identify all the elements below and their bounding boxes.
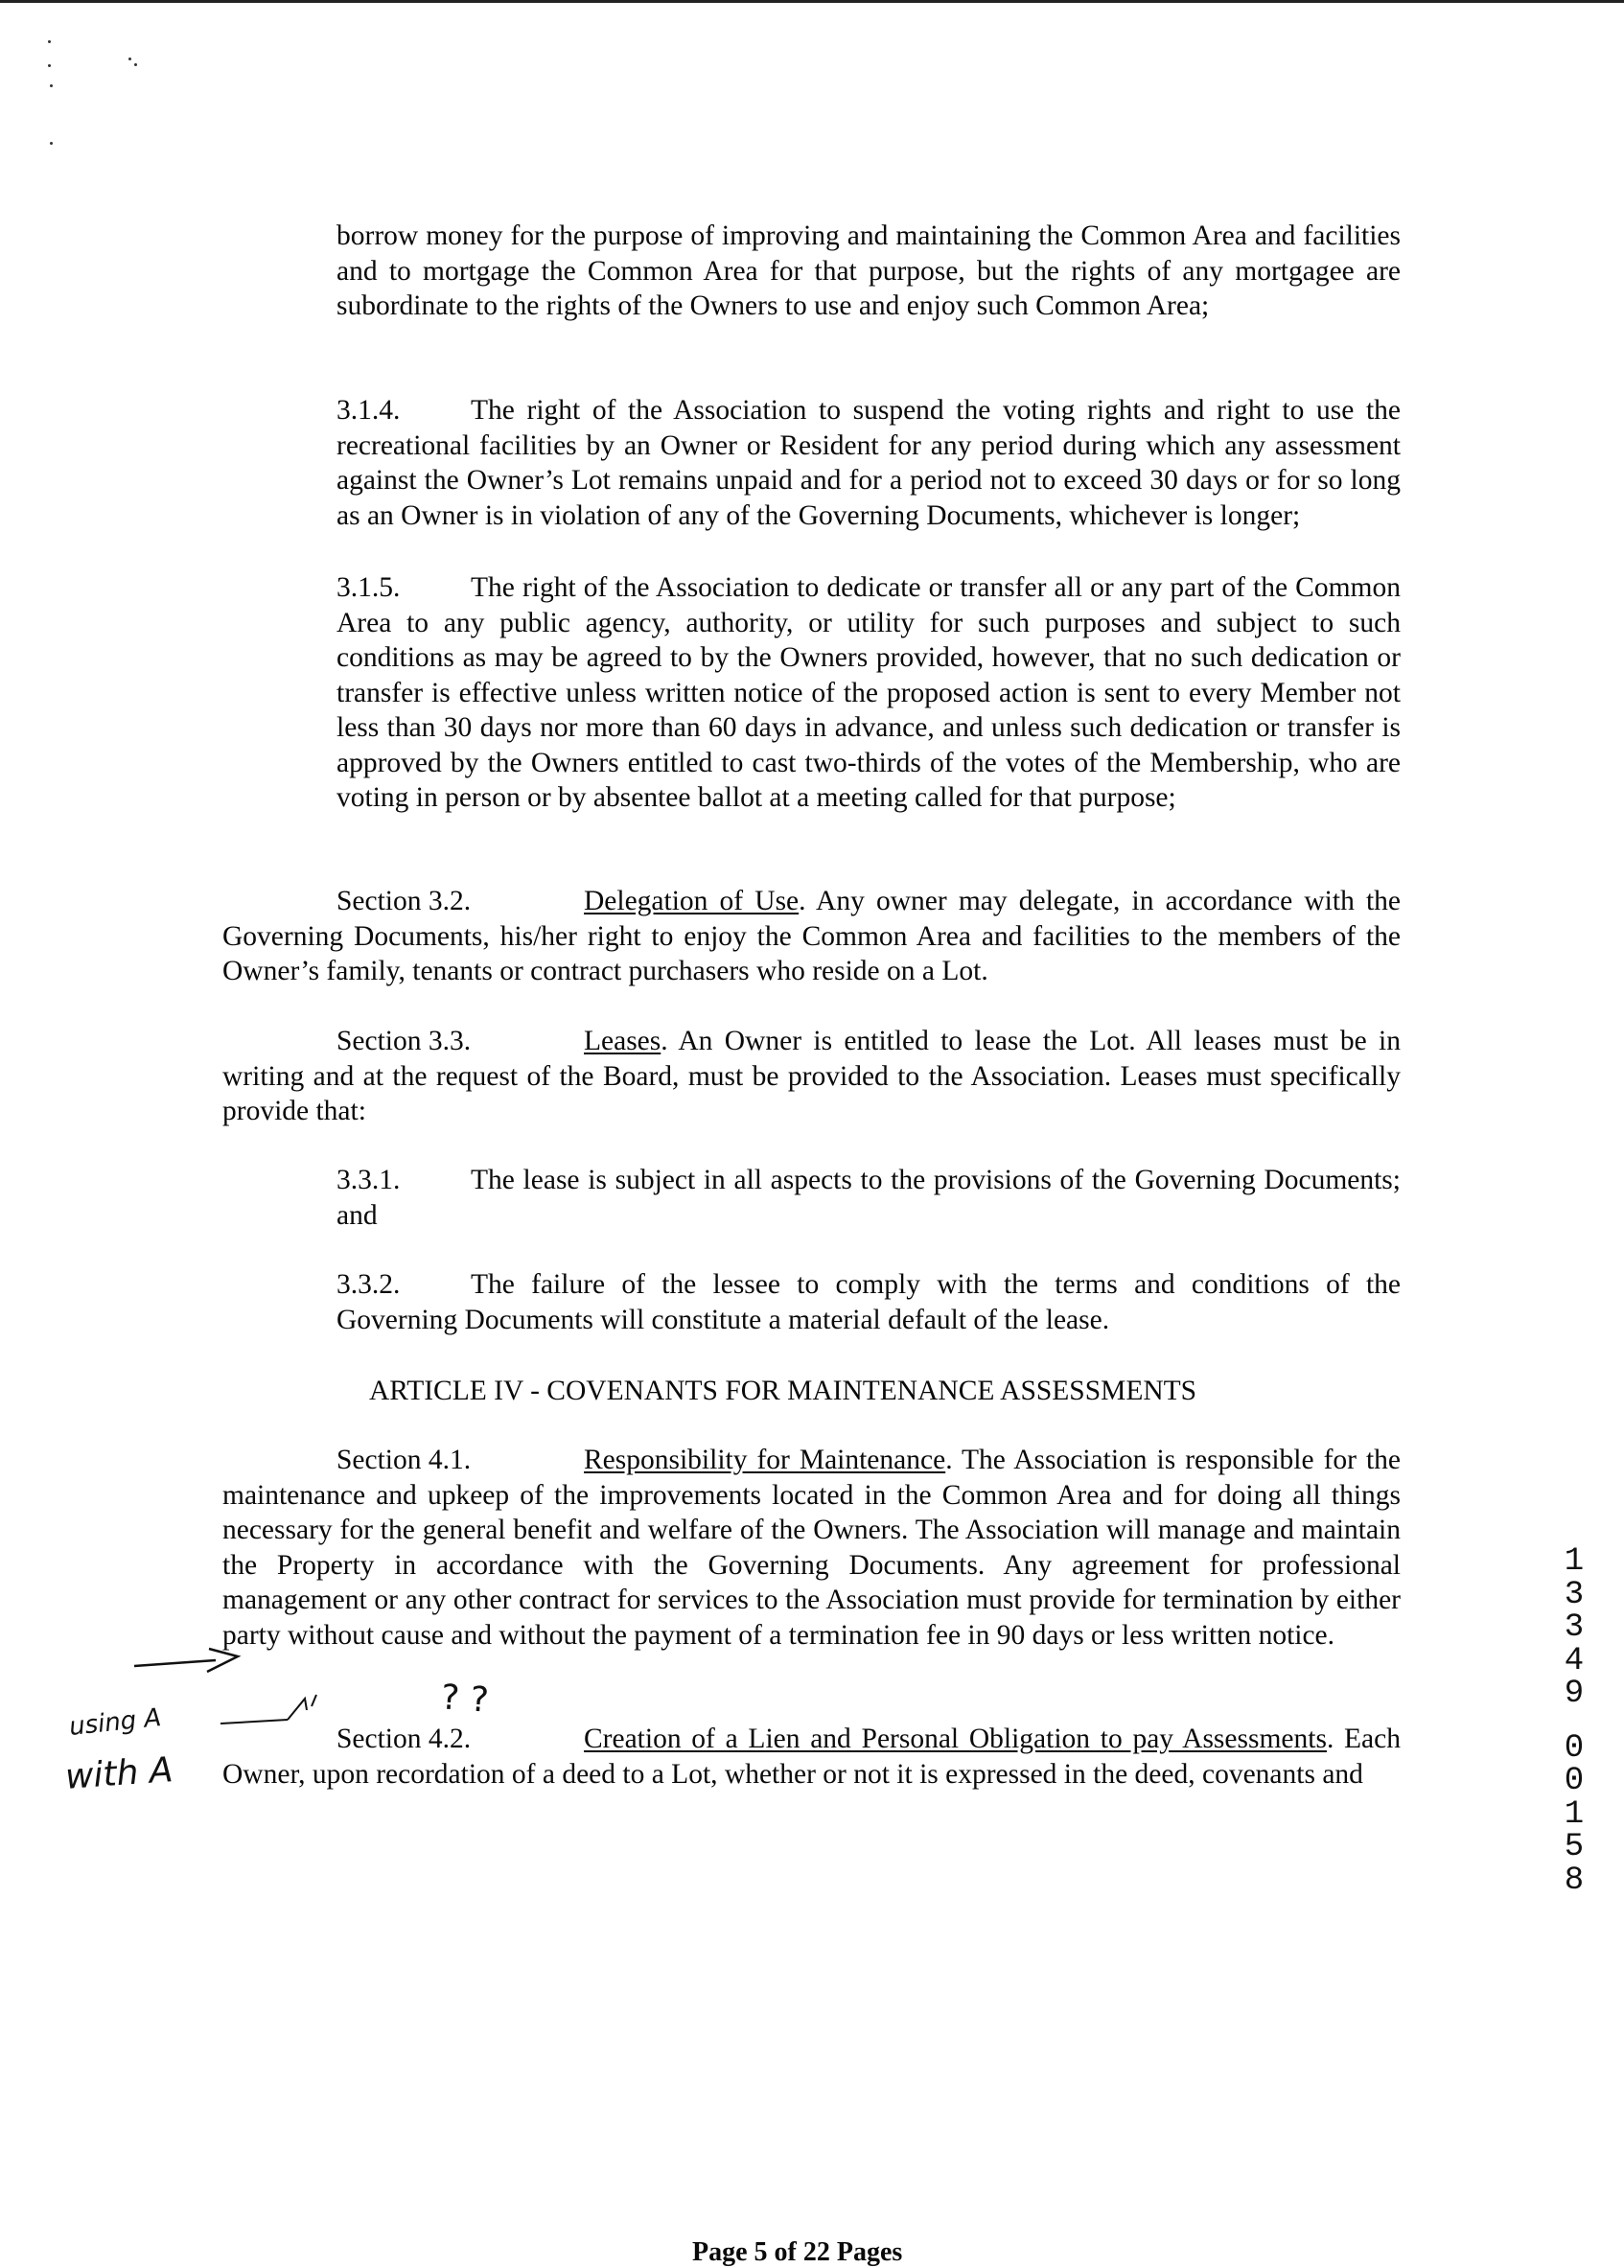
tick-mark — [312, 1695, 316, 1706]
paragraph-3-1-5: 3.1.5. The right of the Association to dedicate or transfer all or any part of the Common Area to any public agency, authority, or utility for such purposes and subject to such conditions as may be agreed to by the Owners provided, however, that no such dedication or transfer is effective unless written notice of the proposed action is sent to every Member not less than 30 days nor more than 60 days in advance, and unless such dedication or transfer is approved by the Owners entitled to cast two-thirds of the votes of the Membership, who are voting in person or by absentee ballot at a meeting called for that purpose; — [336, 572, 1401, 813]
section-label: Section 4.1. — [336, 1445, 472, 1475]
section-label: Section 3.2. — [336, 886, 472, 916]
stamp-digit: 3 — [1564, 1576, 1585, 1613]
stamp-digit: 1 — [1564, 1543, 1585, 1580]
paragraph-3-3-2: 3.3.2. The failure of the lessee to comply with the terms and conditions of the Governing Documents will constitute a material default of the lease. — [336, 1269, 1401, 1335]
arrow-stroke — [220, 1720, 288, 1724]
section-3-2: Section 3.2. Delegation of Use. Any owner may delegate, in accordance with the Governing Documents, his/her right to enjoy the Common Area and facilities to the members of the Owner’s family, tenants or contract purchasers who reside on a Lot. — [222, 886, 1402, 986]
stamp-digit: 9 — [1564, 1676, 1585, 1712]
handwritten-arrows — [125, 1639, 393, 1745]
item-number: 3.1.4. — [336, 395, 401, 426]
stamp-digit: 0 — [1564, 1729, 1585, 1767]
stamp-digit: 3 — [1564, 1609, 1585, 1646]
handwritten-question-marks: ? ? — [439, 1678, 491, 1721]
section-label: Section 4.2. — [336, 1724, 472, 1754]
stamp-digit: 0 — [1564, 1763, 1585, 1799]
section-4-2: Section 4.2. Creation of a Lien and Personal Obligation to pay Assessments. Each Owner, upon recordation of a deed to a Lot, whether or not it is expressed in the deed, covenants and — [222, 1724, 1401, 1790]
paragraph-continuation: borrow money for the purpose of improving and maintaining the Common Area and facilities and to mortgage the Common Area for that purpose, but the rights of any mortgagee are subordinate to the rights of the Owners to use and enjoy such Common Area; — [336, 220, 1401, 321]
section-3-3: Section 3.3. Leases. An Owner is entitled to lease the Lot. All leases must be in writing and at the request of the Board, must be provided to the Association. Leases must specifically provide that: — [222, 1026, 1401, 1126]
section-title: Leases — [584, 1026, 661, 1056]
section-title: Creation of a Lien and Personal Obligation to pay Assessments — [584, 1724, 1327, 1754]
item-number: 3.3.2. — [336, 1269, 401, 1300]
stamp-digit: 1 — [1564, 1795, 1585, 1833]
scan-speck — [48, 40, 51, 43]
paragraph-3-1-4: 3.1.4. The right of the Association to suspend the voting rights and right to use the recreational facilities by an Owner or Resident for any period during which any assessment against the Owner’s Lot remains unpaid and for a period not to exceed 30 days or for so long as an Owner is in violation of any of the Governing Documents, whichever is longer; — [336, 395, 1401, 531]
article-heading: ARTICLE IV - COVENANTS FOR MAINTENANCE ASSESSMENTS — [369, 1376, 1197, 1406]
section-title: Delegation of Use — [584, 886, 800, 916]
arrow-head — [288, 1699, 307, 1720]
section-label: Section 3.3. — [336, 1026, 472, 1056]
scan-speck — [50, 142, 53, 145]
item-number: 3.1.5. — [336, 572, 401, 603]
paragraph-3-3-1: 3.3.1. The lease is subject in all aspects to the provisions of the Governing Documents; and — [336, 1165, 1401, 1231]
item-number: 3.3.1. — [336, 1165, 401, 1195]
arrow-stroke — [134, 1660, 216, 1666]
stamp-gap — [1551, 1711, 1597, 1732]
scan-speck — [50, 84, 53, 87]
stamp-digit: 8 — [1564, 1862, 1585, 1899]
section-title: Responsibility for Maintenance — [584, 1445, 946, 1475]
top-border — [0, 0, 1624, 3]
scan-speck — [134, 63, 137, 66]
scan-speck — [48, 64, 51, 67]
stamp-digit: 5 — [1564, 1829, 1585, 1865]
scan-speck — [128, 58, 131, 60]
stamp-digit: 4 — [1564, 1642, 1585, 1679]
handwritten-note: using A — [67, 1703, 163, 1742]
recording-stamp — [1551, 1545, 1597, 1897]
handwritten-note: with A — [63, 1750, 174, 1797]
section-4-1: Section 4.1. Responsibility for Maintenance. The Association is responsible for the maintenance and upkeep of the improvements located in the Common Area and for doing all things necessary for the general benefit and welfare of the Owners. The Association will manage and maintain the Property in accordance with the Governing Documents. Any agreement for professional management or any other contract for services to the Association must provide for termination by either party without cause and without the payment of a termination fee in 90 days or less written notice. — [222, 1445, 1401, 1651]
page-number: Page 5 of 22 Pages — [692, 2237, 903, 2267]
